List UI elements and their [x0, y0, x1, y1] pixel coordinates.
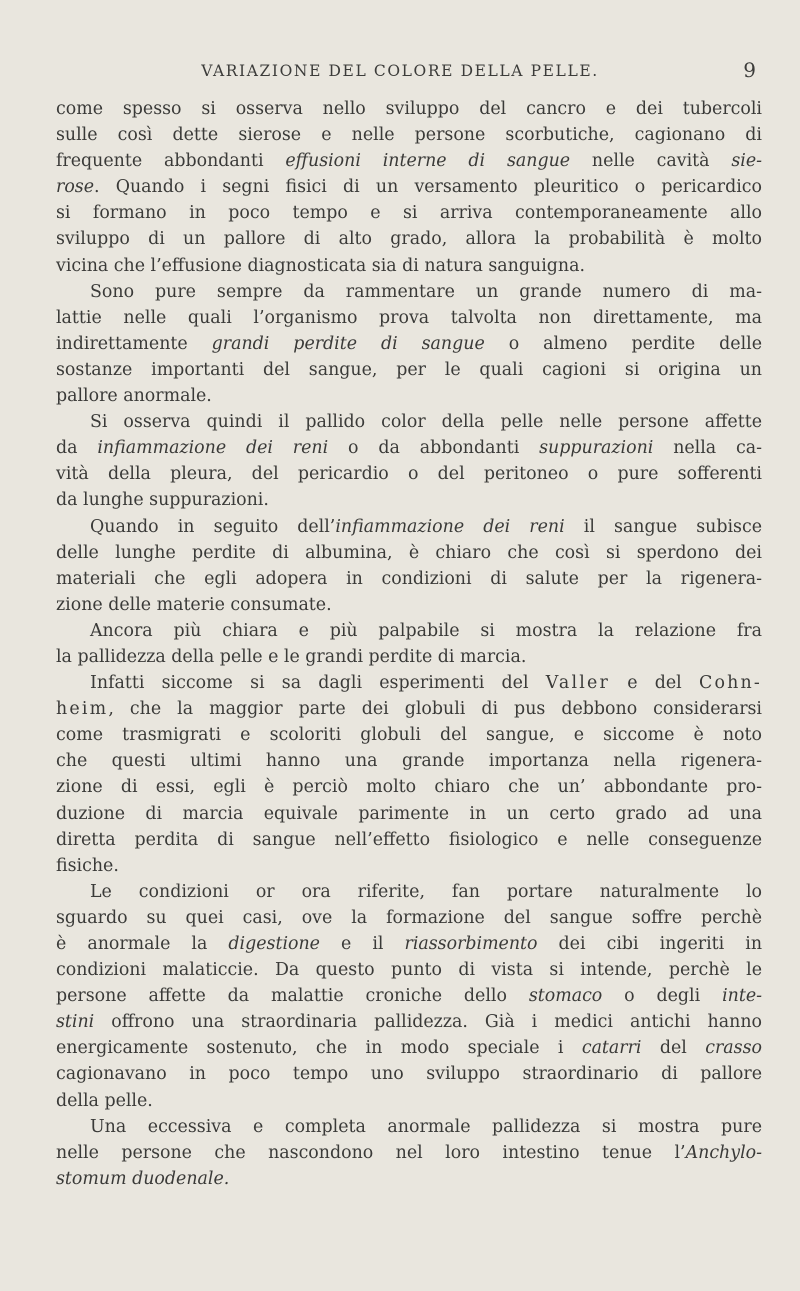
spaced-name: heim — [56, 699, 109, 720]
text-line — [56, 331, 762, 357]
text-line — [56, 253, 762, 279]
running-head — [0, 58, 800, 88]
text-run: del — [641, 1038, 706, 1059]
italic-text: stomaco — [528, 986, 603, 1007]
text-run: nella ca- — [653, 438, 763, 459]
text-run: offrono una straordinaria pallidezza. Già i medici antichi hanno — [94, 1012, 762, 1033]
italic-text: stini — [56, 1012, 95, 1033]
text-run: e del — [610, 673, 699, 694]
text-line — [56, 1166, 762, 1192]
text-line — [56, 461, 762, 487]
paragraph — [56, 409, 762, 513]
text-run: energicamente sostenuto, che in modo speciale i — [56, 1038, 582, 1059]
text-run: sostanze importanti del sangue, per le quali cagioni si origina un — [56, 359, 762, 380]
text-line — [56, 514, 762, 540]
italic-text: digestione — [228, 934, 320, 954]
text-run: lattie nelle quali l’organismo prova talvolta non direttamente, ma — [56, 307, 762, 328]
text-run: Sono pure sempre da rammentare un grande numero di ma- — [90, 281, 762, 302]
text-line — [56, 566, 762, 592]
text-run: cagionavano in poco tempo uno sviluppo straordinario di pallore — [56, 1064, 762, 1085]
text-run: delle lunghe perdite di albumina, è chiaro che così si sperdono dei — [56, 542, 762, 563]
text-run: Le condizioni or ora riferite, fan portare naturalmente lo — [90, 881, 762, 902]
text-run: pallore anormale. — [56, 386, 212, 407]
text-line — [56, 540, 762, 566]
text-line — [56, 853, 762, 879]
text-line — [56, 931, 762, 957]
text-run: o degli — [602, 986, 723, 1007]
text-line — [56, 148, 762, 174]
text-line — [56, 122, 762, 148]
text-line — [56, 383, 762, 409]
italic-text: infiammazione dei reni — [97, 438, 329, 459]
text-line — [56, 696, 762, 722]
text-run: e il — [319, 934, 405, 954]
italic-text: Anchylo- — [685, 1142, 762, 1163]
text-run: frequente abbondanti — [56, 151, 286, 172]
text-line — [56, 1061, 762, 1087]
text-run: Infatti siccome si sa dagli esperimenti del — [90, 673, 546, 694]
text-run: materiali che egli adopera in condizioni di salute per la rigenera- — [56, 568, 762, 589]
text-line — [56, 644, 762, 670]
text-run: sguardo su quei casi, ove la formazione del sangue soffre perchè — [56, 907, 762, 928]
paragraph — [56, 514, 762, 618]
text-run: . Quando i segni fisici di un versamento pleuritico o pericardico — [94, 177, 762, 198]
italic-text: inte- — [722, 986, 762, 1007]
text-line — [56, 592, 762, 618]
text-line — [56, 905, 762, 931]
text-line — [56, 748, 762, 774]
text-line — [56, 827, 762, 853]
text-run: condizioni malaticcie. Da questo punto di vista si intende, perchè le — [56, 960, 762, 981]
italic-text: stomum duodenale. — [56, 1168, 230, 1189]
text-run: si formano in poco tempo e si arriva contemporaneamente allo — [56, 203, 762, 224]
italic-text: effusioni interne di sangue — [285, 151, 571, 172]
text-line — [56, 1009, 762, 1035]
text-run: è anormale la — [56, 934, 229, 954]
text-run: zione delle materie consumate. — [56, 594, 332, 615]
paragraph — [56, 279, 762, 409]
text-run: Quando in seguito dell’ — [90, 516, 336, 537]
text-line — [56, 1114, 762, 1140]
text-run: persone affette da malattie croniche dello — [56, 986, 529, 1007]
text-line — [56, 801, 762, 827]
text-run: fisiche. — [56, 855, 119, 876]
paragraph — [56, 1114, 762, 1192]
text-line — [56, 305, 762, 331]
text-line — [56, 409, 762, 435]
text-line — [56, 200, 762, 226]
text-run: o da abbondanti — [328, 438, 540, 459]
italic-text: infiammazione dei reni — [335, 516, 565, 537]
text-run: o almeno perdite delle — [484, 333, 762, 354]
page-number: 9 — [743, 58, 756, 82]
italic-text: sie- — [731, 151, 762, 172]
text-line — [56, 618, 762, 644]
text-line — [56, 279, 762, 305]
text-line — [56, 1088, 762, 1114]
running-title: VARIAZIONE DEL COLORE DELLA PELLE. — [201, 62, 599, 80]
paragraph — [56, 670, 762, 879]
text-run: Ancora più chiara e più palpabile si mostra la relazione fra — [90, 620, 762, 641]
italic-text: suppurazioni — [539, 438, 654, 459]
text-run: il sangue subisce — [564, 516, 762, 537]
text-run: nelle persone che nascondono nel loro intestino tenue l’ — [56, 1142, 686, 1163]
italic-text: crasso — [705, 1038, 762, 1059]
text-run: della pelle. — [56, 1090, 153, 1111]
text-line — [56, 435, 762, 461]
text-run: indirettamente — [56, 333, 212, 354]
italic-text: catarri — [581, 1038, 642, 1059]
text-line — [56, 879, 762, 905]
text-run: vicina che l’effusione diagnosticata sia di natura sanguigna. — [56, 255, 585, 276]
text-line — [56, 957, 762, 983]
text-run: , che la maggior parte dei globuli di pus debbono considerarsi — [108, 699, 762, 720]
text-line — [56, 96, 762, 122]
text-run: sulle così dette sierose e nelle persone scorbutiche, cagionano di — [56, 125, 762, 146]
text-run: la pallidezza della pelle e le grandi perdite di marcia. — [56, 646, 527, 667]
text-line — [56, 1140, 762, 1166]
paragraph — [56, 618, 762, 670]
text-line — [56, 670, 762, 696]
text-run: nelle cavità — [570, 151, 732, 172]
text-line — [56, 722, 762, 748]
spaced-name: Cohn- — [698, 673, 762, 694]
italic-text: riassorbimento — [404, 934, 538, 954]
text-run: come trasmigrati e scoloriti globuli del sangue, e siccome è noto — [56, 725, 762, 746]
text-line — [56, 983, 762, 1009]
text-run: duzione di marcia equivale parimente in un certo grado ad una — [56, 803, 762, 824]
italic-text: rose — [56, 177, 94, 198]
text-line — [56, 487, 762, 513]
paragraph — [56, 96, 762, 279]
text-run: che questi ultimi hanno una grande importanza nella rigenera- — [56, 751, 762, 772]
text-run: da — [56, 438, 98, 459]
spaced-name: Valler — [545, 673, 610, 694]
text-line — [56, 774, 762, 800]
paragraph — [56, 879, 762, 1114]
text-run: vità della pleura, del pericardio o del peritoneo o pure sofferenti — [56, 464, 762, 485]
text-run: Una eccessiva e completa anormale pallidezza si mostra pure — [90, 1116, 762, 1137]
text-line — [56, 357, 762, 383]
text-line — [56, 226, 762, 252]
text-run: dei cibi ingeriti in — [537, 934, 763, 954]
body-text — [56, 96, 762, 1192]
text-line — [56, 174, 762, 200]
text-run: come spesso si osserva nello sviluppo del cancro e dei tubercoli — [56, 99, 762, 119]
text-run: Si osserva quindi il pallido color della pelle nelle persone affette — [90, 412, 762, 433]
text-run: sviluppo di un pallore di alto grado, allora la probabilità è molto — [56, 229, 762, 250]
italic-text: grandi perdite di sangue — [211, 333, 485, 354]
text-line — [56, 1035, 762, 1061]
text-run: diretta perdita di sangue nell’effetto fisiologico e nelle conseguenze — [56, 829, 762, 850]
text-run: zione di essi, egli è perciò molto chiaro che un’ abbondante pro- — [56, 777, 762, 798]
text-run: da lunghe suppurazioni. — [56, 490, 269, 511]
